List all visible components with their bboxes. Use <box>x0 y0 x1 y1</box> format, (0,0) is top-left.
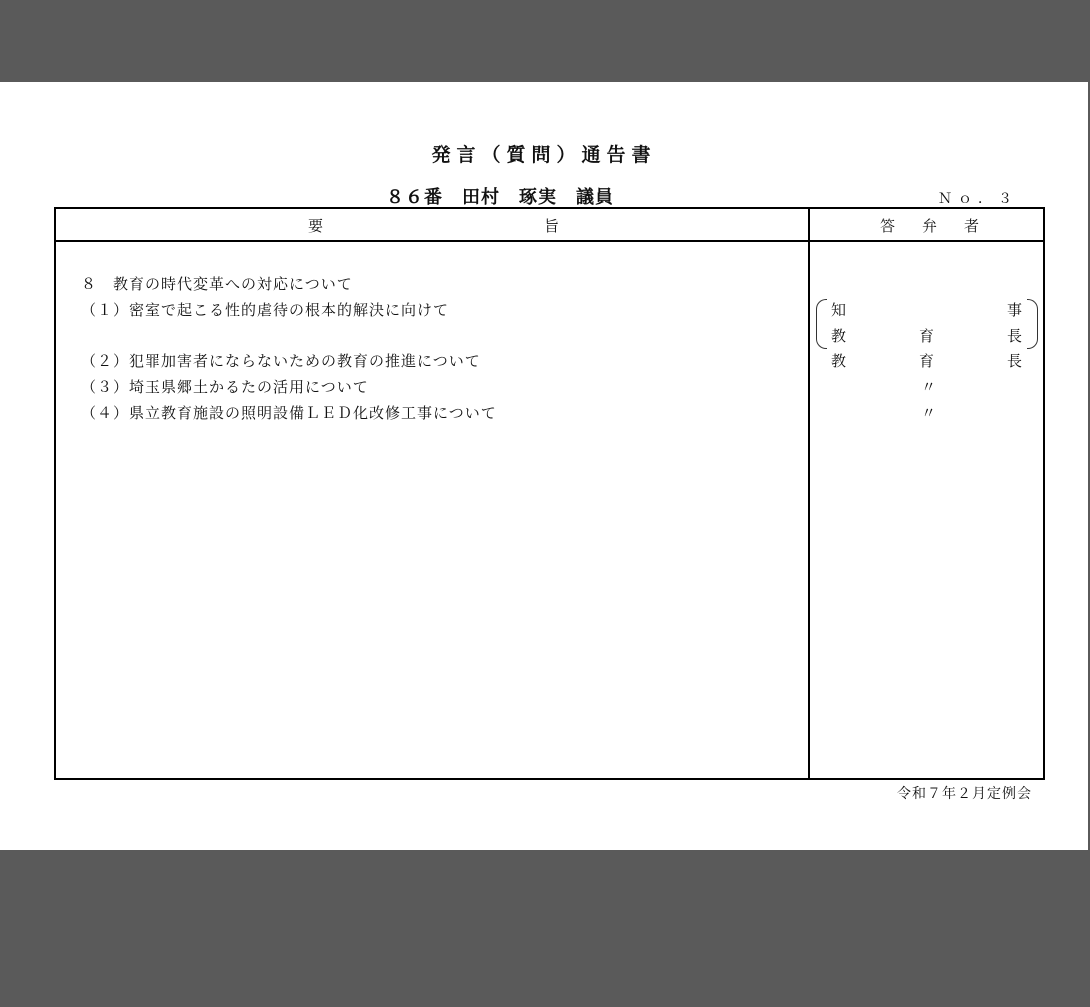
list-item: ８ 教育の時代変革への対応について <box>81 275 353 293</box>
respondent-edu-b-1: 教 <box>831 352 847 370</box>
respondent-governor-1: 知 <box>831 301 847 319</box>
left-bracket <box>816 299 827 349</box>
ditto-mark: 〃 <box>921 378 937 396</box>
header-gist-1: 要 <box>308 217 324 235</box>
session-label: 令和７年２月定例会 <box>897 786 1032 802</box>
respondent-edu-a-1: 教 <box>831 327 847 345</box>
header-divider <box>56 240 1043 242</box>
respondent-edu-b-2: 育 <box>919 352 935 370</box>
header-gist-2: 旨 <box>544 217 560 235</box>
document-title: 発言（質問）通告書 <box>431 144 657 166</box>
document-number: Ｎｏ．３ <box>938 191 1018 207</box>
member-name: ８６番 田村 琢実 議員 <box>386 187 614 208</box>
notice-table <box>54 207 1045 780</box>
document-page <box>0 82 1088 850</box>
respondent-edu-a-2: 育 <box>919 327 935 345</box>
respondent-edu-b-3: 長 <box>1007 352 1023 370</box>
right-bracket <box>1027 299 1038 349</box>
ditto-mark: 〃 <box>921 404 937 422</box>
respondent-edu-a-3: 長 <box>1007 327 1023 345</box>
column-divider <box>808 209 810 778</box>
list-item: （１）密室で起こる性的虐待の根本的解決に向けて <box>81 301 450 319</box>
list-item: （４）県立教育施設の照明設備ＬＥＤ化改修工事について <box>81 404 497 422</box>
list-item: （３）埼玉県郷土かるたの活用について <box>81 378 369 396</box>
header-respondent: 答 弁 者 <box>880 217 986 235</box>
respondent-governor-2: 事 <box>1007 301 1023 319</box>
list-item: （２）犯罪加害者にならないための教育の推進について <box>81 352 481 370</box>
